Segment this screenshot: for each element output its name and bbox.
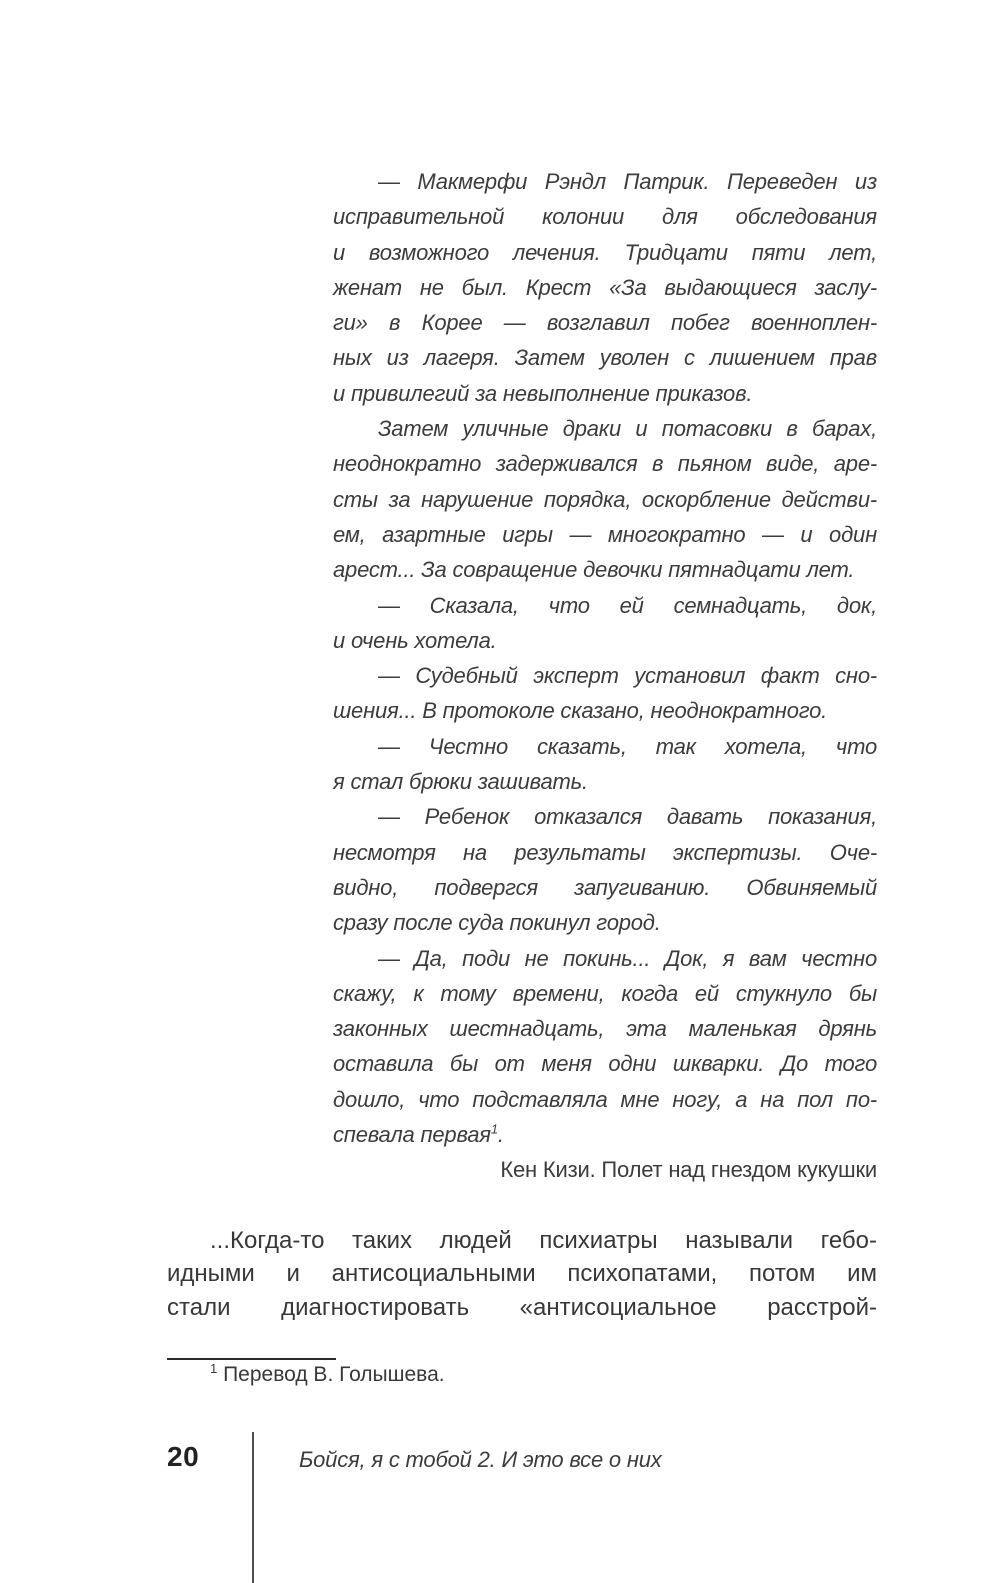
quote-line: сразу после суда покинул город. [333, 910, 661, 936]
body-line: ...Когда-то таких людей психиатры называли гебо- [210, 1227, 877, 1254]
quote-line [333, 1117, 877, 1152]
footer-divider-line [252, 1432, 254, 1583]
quote-line-text: спевала первая [333, 1122, 491, 1148]
quote-line: ем, азартные игры — многократно — и один [333, 521, 877, 547]
epigraph-quote [333, 164, 877, 1188]
quote-line: шения... В протоколе сказано, неоднократного. [333, 698, 828, 724]
quote-line: ных из лагеря. Затем уволен с лишением прав [333, 345, 877, 371]
quote-line: — Ребенок отказался давать показания, [378, 804, 877, 830]
body-line: идными и антисоциальными психопатами, потом им [167, 1260, 877, 1288]
quote-line: сты за нарушение порядка, оскорбление действи- [333, 486, 877, 512]
quote-line-tail: . [497, 1122, 504, 1148]
quote-line: и очень хотела. [333, 627, 497, 653]
quote-line: женат не был. Крест «За выдающиеся заслу- [333, 274, 877, 300]
footnote [167, 1362, 877, 1388]
quote-line: законных шестнадцать, эта маленькая дрянь [333, 1016, 877, 1042]
quote-line: дошло, что подставляла мне ногу, а на пол по- [333, 1086, 877, 1112]
quote-attribution: Кен Кизи. Полет над гнездом кукушки [500, 1157, 877, 1183]
quote-line: — Макмерфи Рэндл Патрик. Переведен из [378, 169, 877, 194]
quote-line: видно, подвергся запугиванию. Обвиняемый [333, 874, 877, 900]
quote-line: и возможного лечения. Тридцати пяти лет, [333, 239, 877, 265]
quote-line: и привилегий за невыполнение приказов. [333, 380, 753, 406]
footnote-marker: 1 [210, 1361, 218, 1376]
quote-line: — Сказала, что ей семнадцать, док, [378, 592, 877, 618]
footnote-divider [167, 1358, 336, 1360]
page-number: 20 [167, 1441, 200, 1472]
footnote-reference: 1 [490, 1121, 498, 1137]
quote-line: оставила бы от меня одни шкварки. До того [333, 1051, 877, 1077]
body-line: стали диагностировать «антисоциальное расстрой- [167, 1293, 877, 1321]
quote-line: арест... За совращение девочки пятнадцати лет. [333, 557, 855, 583]
quote-line: несмотря на результаты экспертизы. Оче- [333, 839, 877, 865]
quote-line: — Судебный эксперт установил факт сно- [378, 663, 877, 689]
quote-line: Затем уличные драки и потасовки в барах, [378, 416, 877, 442]
quote-line: исправительной колонии для обследования [333, 204, 877, 230]
quote-line: неоднократно задерживался в пьяном виде, аре- [333, 451, 877, 477]
quote-line: я стал брюки зашивать. [333, 769, 588, 795]
running-title: Бойся, я с тобой 2. И это все о них [299, 1447, 662, 1472]
quote-line: ги» в Корее — возглавил побег военноплен- [333, 310, 877, 336]
main-text [167, 1224, 877, 1324]
quote-line: — Честно сказать, так хотела, что [378, 733, 877, 759]
quote-line: — Да, поди не покинь... Док, я вам честно [378, 945, 877, 971]
quote-line: скажу, к тому времени, когда ей стукнуло бы [333, 980, 877, 1006]
footnote-text: Перевод В. Голышева. [223, 1363, 445, 1386]
